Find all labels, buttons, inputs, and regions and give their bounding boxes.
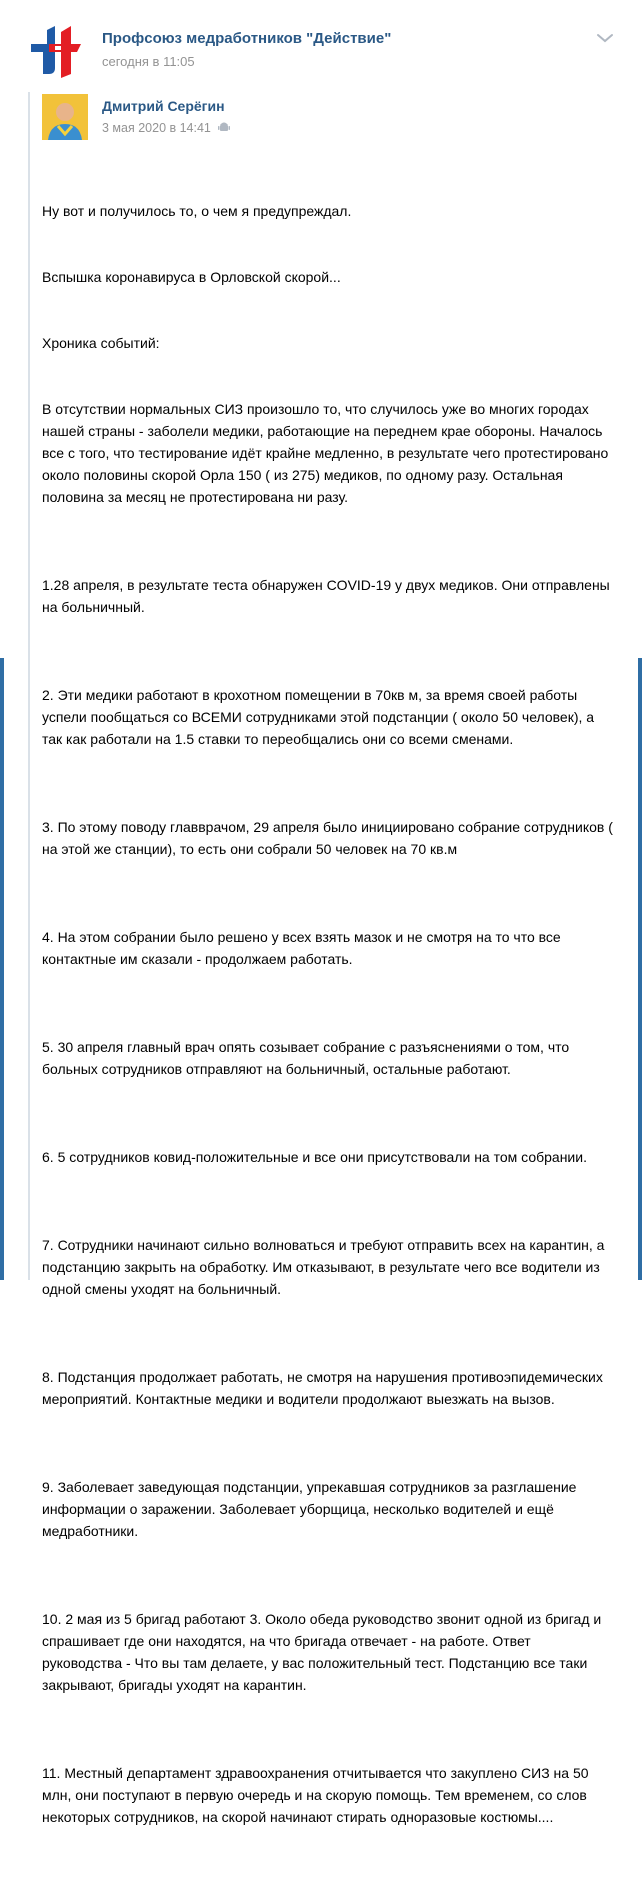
author-date[interactable] <box>102 121 230 135</box>
group-name-link[interactable]: Профсоюз медработников "Действие" <box>102 30 392 47</box>
post-timestamp[interactable]: сегодня в 11:05 <box>102 54 195 69</box>
right-frame-rail <box>638 658 642 1280</box>
post-paragraph: 2. Эти медики работают в крохотном помещении в 70кв м, за время своей работы успели пообщаться со ВСЕМИ сотрудниками этой подстанции ( около 50 человек), а так как работали на 1.5 ставки то переобщались они со всеми сменами. <box>42 687 598 747</box>
post-paragraph: В отсутствии нормальных СИЗ произошло то, что случилось уже во многих городах нашей страны - заболели медики, работающие на переднем крае обороны. Началось все с того, что тестирование идёт крайне медленно, в результате чего протестировано около половины скорой Орла 150 ( из 275) медиков, по одному разу. Остальная половина за месяц не протестирована ни разу. <box>42 401 613 505</box>
post-paragraph: 6. 5 сотрудников ковид-положительные и все они присутствовали на том собрании. <box>42 1149 587 1165</box>
post-paragraph: 5. 30 апреля главный врач опять созывает собрание с разъяснениями о том, что больных сотрудников отправляют на больничный, остальные работают. <box>42 1039 574 1077</box>
repost-author <box>42 94 622 142</box>
post-paragraph: 4. На этом собрании было решено у всех взять мазок и не смотря на то что все контактные им сказали - продолжаем работать. <box>42 929 565 967</box>
post-paragraph: 9. Заболевает заведующая подстанции, упрекавшая сотрудников за разглашение информации о заражении. Заболевает уборщица, несколько водителей и ещё медработники. <box>42 1479 581 1539</box>
post-body <box>42 156 617 1894</box>
post-paragraph: 1.28 апреля, в результате теста обнаружен COVID-19 у двух медиков. Они отправлены на больничный. <box>42 577 614 615</box>
post-header <box>25 18 622 78</box>
author-date-text: 3 мая 2020 в 14:41 <box>102 121 211 135</box>
left-frame-rail <box>0 658 4 1280</box>
post-paragraph: 10. 2 мая из 5 бригад работают 3. Около обеда руководство звонит одной из бригад и спрашивает где они находятся, на что бригада отвечает - на работе. Ответ руководства - Что вы там делаете, у вас положительный тест. Подстанцию все таки закрывают, бригады уходят на карантин. <box>42 1611 606 1693</box>
post-paragraph: 3. По этому поводу главврачом, 29 апреля было инициировано собрание сотрудников ( на этой же станции), то есть они собрали 50 человек на 70 кв.м <box>42 819 617 857</box>
intro-line: Хроника событий: <box>42 335 160 351</box>
repost-divider <box>28 92 30 1280</box>
author-avatar[interactable] <box>42 94 88 140</box>
intro-line: Ну вот и получилось то, о чем я предупреждал. <box>42 203 352 219</box>
group-logo[interactable] <box>25 22 83 80</box>
android-icon <box>218 121 230 133</box>
author-name-link[interactable]: Дмитрий Серёгин <box>102 98 225 114</box>
post-paragraph: 8. Подстанция продолжает работать, не смотря на нарушения противоэпидемических мероприятий. Контактные медики и водители продолжают выезжать на вызов. <box>42 1369 607 1407</box>
chevron-down-icon[interactable] <box>596 32 614 44</box>
post-paragraph: 11. Местный департамент здравоохранения отчитывается что закуплено СИЗ на 50 млн, они поступают в первую очередь и на скорую помощь. Тем временем, со слов некоторых сотрудников, на скорой начинают стирать одноразовые костюмы.... <box>42 1765 593 1825</box>
post-paragraph: 7. Сотрудники начинают сильно волноваться и требуют отправить всех на карантин, а подстанцию закрыть на обработку. Им отказывают, в результате чего все водители из одной смены уходят на больничный. <box>42 1237 609 1297</box>
intro-line: Вспышка коронавируса в Орловской скорой... <box>42 269 341 285</box>
